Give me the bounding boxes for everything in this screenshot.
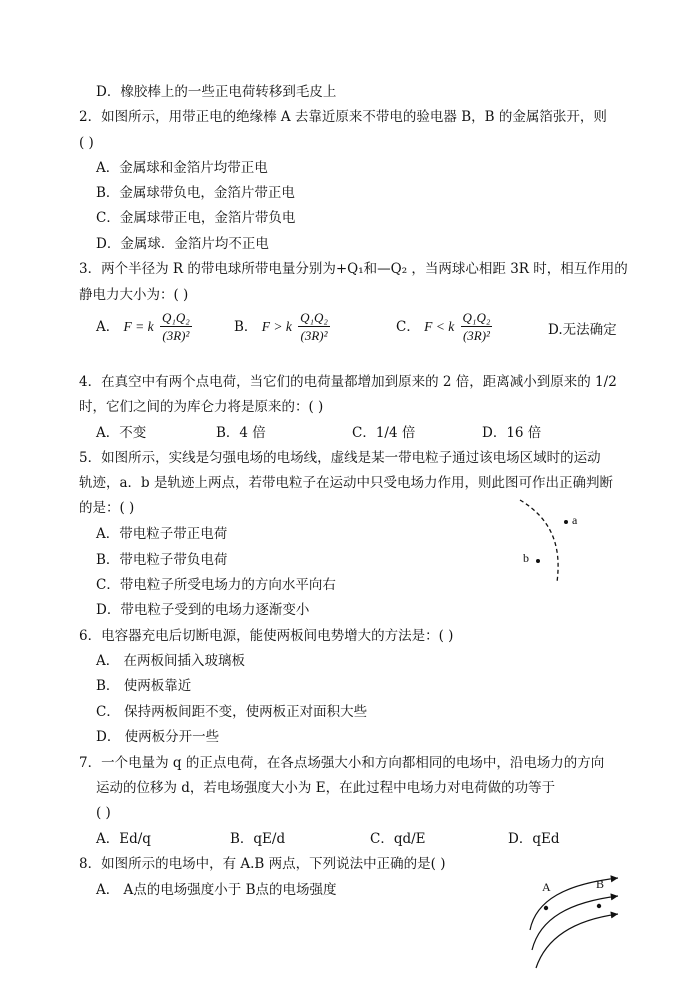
point-B	[597, 904, 601, 908]
q1-option-d: D．橡胶棒上的一些正电荷转移到毛皮上	[96, 84, 337, 100]
q6-option-c: C． 保持两板间距不变，使两板正对面积大些	[96, 704, 368, 720]
q4-option-b: B．4 倍	[216, 425, 266, 441]
q4-stem-cont: 时，它们之间的为库仑力将是原来的：( )	[79, 399, 324, 415]
q8-field-figure	[526, 872, 626, 972]
label-A: A	[542, 880, 551, 894]
q5-stem-cont1: 轨迹，a．b 是轨迹上两点，若带电粒子在运动中只受电场力作用，则此图可作出正确判断	[79, 475, 613, 491]
q3-stem-cont: 静电力大小为：( )	[79, 287, 189, 303]
q3-stem: 3．两个半径为 R 的带电球所带电量分别为+Q₁和—Q₂ ，当两球心相距 3R 时，相互作用的	[79, 261, 628, 277]
q7-option-a: A．Ed/q	[96, 831, 151, 847]
q2-answer-blank: ( )	[79, 135, 94, 151]
label-B: B	[596, 877, 605, 891]
q7-option-d: D．qEd	[508, 831, 560, 847]
q3-option-b: B． F > k $\frac{\text{Q₁Q₂}}{\text{(3R)²}}$	[234, 310, 328, 343]
q4-option-d: D．16 倍	[482, 425, 542, 441]
point-A	[544, 906, 548, 910]
point-b	[536, 559, 540, 563]
q2-option-b: B．金属球带负电，金箔片带正电	[96, 185, 295, 201]
q3-option-d: D.无法确定	[548, 322, 617, 338]
q7-stem: 7．一个电量为 q 的正点电荷，在各点场强大小和方向都相同的电场中，沿电场力的方向	[79, 755, 605, 771]
q4-option-c: C．1/4 倍	[352, 425, 416, 441]
q7-stem-cont2: ( )	[96, 805, 111, 821]
q5-trajectory-figure	[500, 496, 590, 586]
q2-stem: 2．如图所示，用带正电的绝缘棒 A 去靠近原来不带电的验电器 B，B 的金属箔张开，则	[79, 109, 607, 125]
q5-option-b: B．带电粒子带负电荷	[96, 552, 228, 568]
q6-option-d: D． 使两板分开一些	[96, 729, 220, 745]
q2-option-a: A．金属球和金箔片均带正电	[96, 160, 268, 176]
q5-stem-cont2: 的是：( )	[79, 500, 135, 516]
q5-stem: 5．如图所示，实线是匀强电场的电场线，虚线是某一带电粒子通过该电场区域时的运动	[79, 450, 601, 466]
label-b: b	[523, 551, 529, 565]
q3-option-c: C． F < k $\frac{\text{Q₁Q₂}}{\text{(3R)²}}$	[396, 310, 491, 343]
q5-option-d: D．带电粒子受到的电场力逐渐变小	[96, 602, 310, 618]
q6-option-b: B． 使两板靠近	[96, 678, 192, 694]
q7-option-b: B．qE/d	[230, 831, 286, 847]
q5-option-a: A．带电粒子带正电荷	[96, 526, 228, 542]
q2-option-d: D．金属球．金箔片均不正电	[96, 236, 269, 252]
q7-option-c: C．qd/E	[370, 831, 426, 847]
q4-option-a: A．不变	[96, 425, 147, 441]
label-a: a	[572, 513, 578, 527]
q6-stem: 6．电容器充电后切断电源，能使两板间电势增大的方法是：( )	[79, 628, 454, 644]
q3-option-a: A． F = k $\frac{\text{Q₁Q₂}}{\text{(3R)²}}$	[96, 310, 190, 343]
q5-option-c: C．带电粒子所受电场力的方向水平向右	[96, 577, 336, 593]
q6-option-a: A． 在两板间插入玻璃板	[96, 653, 246, 669]
q4-stem: 4．在真空中有两个点电荷，当它们的电荷量都增加到原来的 2 倍，距离减小到原来的 1/2	[79, 374, 617, 390]
dashed-trajectory	[520, 500, 558, 582]
q2-option-c: C．金属球带正电，金箔片带负电	[96, 210, 296, 226]
q8-option-a: A． A点的电场强度小于 B点的电场强度	[96, 882, 337, 898]
q8-stem: 8．如图所示的电场中，有 A.B 两点，下列说法中正确的是( )	[79, 856, 446, 872]
q7-stem-cont1: 运动的位移为 d，若电场强度大小为 E，在此过程中电场力对电荷做的功等于	[96, 780, 556, 796]
point-a	[564, 520, 568, 524]
